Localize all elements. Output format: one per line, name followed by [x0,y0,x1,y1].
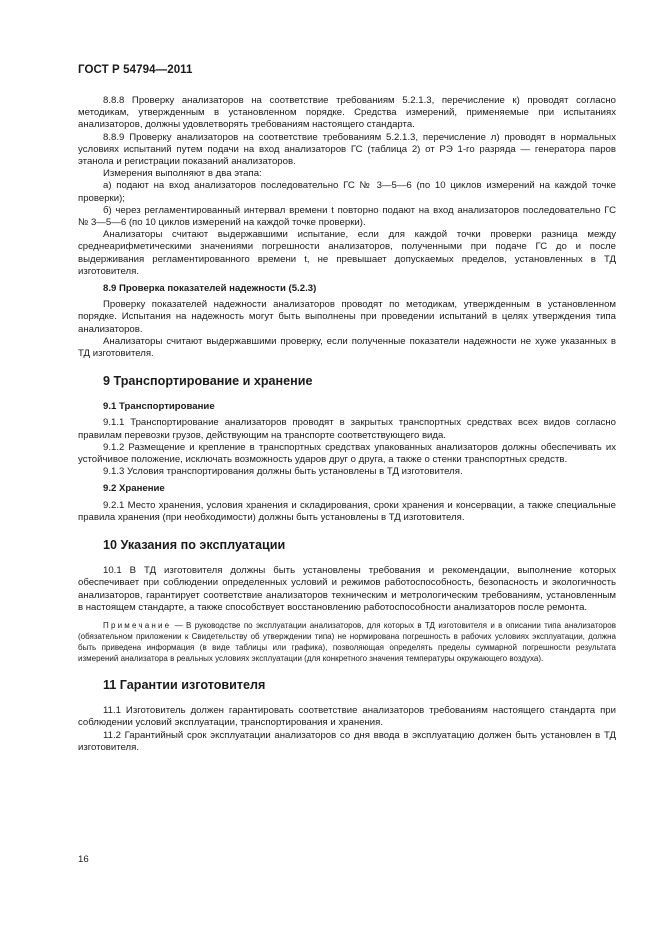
paragraph-8-8-9-result: Анализаторы считают выдержавшими испытание, если для каждой точки проверки разница между среднеарифметическими значениями погрешности анализаторов, полученными при подаче ГС до и после выдерживания регламентированного времени t, не превышает допускаемых пределов, установленных в ТД изготовителя. [78,229,616,277]
note-text: — В руководстве по эксплуатации анализаторов, для которых в ТД изготовителя и в описании типа анализаторов (обязательном приложении к Свидетельству об утверждении типа) не нормирована погрешность в рабочих условиях эксплуатации, должна быть приведена информация (в виде таблицы или графика), позволяющая определять пределы суммарной погрешности результата измерений анализатора в реальных условиях эксплуатации (для конкретного значения температуры окружающего воздуха). [78,620,616,664]
section-heading-9: 9 Транспортирование и хранение [103,374,313,389]
paragraph-8-9-1: Проверку показателей надежности анализаторов проводят по методикам, утвержденным в установленном порядке. Испытания на надежность могут быть выполнены при проведении испытаний в целях утверждения типа анализаторов. [78,299,616,335]
section-heading-11: 11 Гарантии изготовителя [103,678,266,693]
page-number: 16 [78,854,89,865]
subheading-8-9: 8.9 Проверка показателей надежности (5.2.3) [103,283,317,295]
paragraph-8-9-2: Анализаторы считают выдержавшими проверку, если полученные показатели надежности не хуже указанных в ТД изготовителя. [78,335,616,360]
paragraph-8-8-8: 8.8.8 Проверку анализаторов на соответствие требованиям 5.2.1.3, перечисление к) проводят согласно методикам, утвержденным в установленном порядке. Средства измерений, применяемые при испытаниях анализаторов, должны удовлетворять требованиям настоящего стандарта. [78,95,616,131]
note-label: Примечание [103,620,172,630]
document-header: ГОСТ Р 54794—2011 [78,64,193,76]
paragraph-11-1: 11.1 Изготовитель должен гарантировать соответствие анализаторов требованиям настоящего стандарта при соблюдении условий эксплуатации, транспортирования и хранения. [78,705,616,729]
paragraph-9-1-2: 9.1.2 Размещение и крепление в транспортных средствах упакованных анализаторов должны обеспечивать их устойчивое положение, исключать возможность ударов друг о друга, а также о стенки транспортных средств. [78,441,616,466]
paragraph-8-8-9: 8.8.9 Проверку анализаторов на соответствие требованиям 5.2.1.3, перечисление л) проводят в нормальных условиях испытаний путем подачи на вход анализаторов ГС (таблица 2) от РЭ 1-го разряда — генератора паров этанола и регистрации показаний анализаторов. [78,131,616,168]
paragraph-8-8-9-stages: Измерения выполняют в два этапа: [103,168,262,180]
subheading-9-1: 9.1 Транспортирование [103,401,215,413]
document-page [78,64,616,754]
list-item-a: а) подают на вход анализаторов последовательно ГС № 3—5—6 (по 10 циклов измерений на каждой точке проверки); [78,180,616,204]
paragraph-10-1: 10.1 В ТД изготовителя должны быть установлены требования и рекомендации, выполнение которых обеспечивает при соблюдении определенных условий и режимов работоспособность, безопасность и экологичность анализаторов, гарантирует соответствие анализаторов техническим и метрологическим требованиям, установленным в настоящем стандарте, а также способствует восстановлению работоспособности анализаторов после ремонта. [78,565,616,613]
paragraph-9-2-1: 9.2.1 Место хранения, условия хранения и складирования, сроки хранения и консервации, а также специальные правила хранения (при необходимости) должны быть установлены в ТД изготовителя. [78,499,616,523]
subheading-9-2: 9.2 Хранение [103,483,165,495]
section-heading-10: 10 Указания по эксплуатации [103,538,286,553]
paragraph-9-1-3: 9.1.3 Условия транспортирования должны быть установлены в ТД изготовителя. [103,466,463,478]
list-item-b: б) через регламентированный интервал времени t повторно подают на вход анализаторов последовательно ГС № 3—5—6 (по 10 циклов измерений на каждой точке проверки). [78,204,616,229]
paragraph-11-2: 11.2 Гарантийный срок эксплуатации анализаторов со дня ввода в эксплуатацию должен быть установлен в ТД изготовителя. [78,729,616,753]
note-block [78,620,616,664]
paragraph-9-1-1: 9.1.1 Транспортирование анализаторов проводят в закрытых транспортных средствах всех видов согласно правилам перевозки грузов, действующим на транспорте соответствующего вида. [78,417,616,441]
